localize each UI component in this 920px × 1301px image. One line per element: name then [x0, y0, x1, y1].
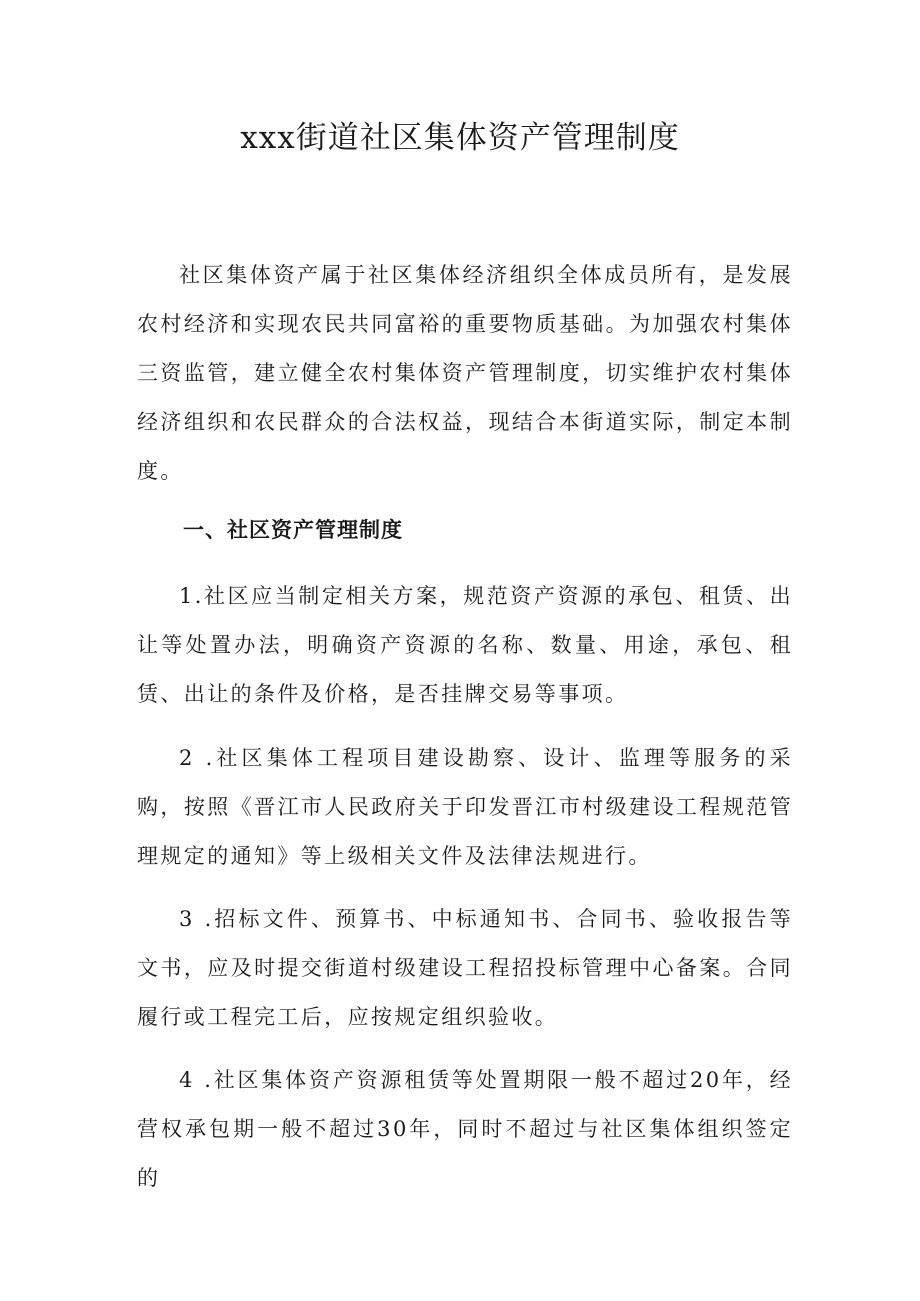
intro-paragraph: 社区集体资产属于社区集体经济组织全体成员所有，是发展农村经济和实现农民共同富裕的重要物质基础。为加强农村集体三资监管，建立健全农村集体资产管理制度，切实维护农村集体经济组织和农民群众的合法权益，现结合本街道实际，制定本制度。 — [137, 263, 793, 483]
list-item: 2 .社区集体工程项目建设勘察、设计、监理等服务的采购，按照《晋江市人民政府关于印发晋江市村级建设工程规范管理规定的通知》等上级相关文件及法律法规进行。 — [137, 746, 793, 868]
document-title: xxx街道社区集体资产管理制度 — [240, 120, 680, 156]
list-item: 3 .招标文件、预算书、中标通知书、合同书、验收报告等文书，应及时提交街道村级建设工程招投标管理中心备案。合同履行或工程完工后，应按规定组织验收。 — [137, 907, 793, 1029]
section-heading: 一、社区资产管理制度 — [183, 518, 403, 542]
list-item: 1.社区应当制定相关方案，规范资产资源的承包、租赁、出让等处置办法，明确资产资源的名称、数量、用途，承包、租赁、出让的条件及价格，是否挂牌交易等事项。 — [137, 584, 793, 706]
list-item: 4 .社区集体资产资源租赁等处置期限一般不超过20年，经营权承包期一般不超过30年，同时不超过与社区集体组织签定的 — [137, 1068, 793, 1190]
